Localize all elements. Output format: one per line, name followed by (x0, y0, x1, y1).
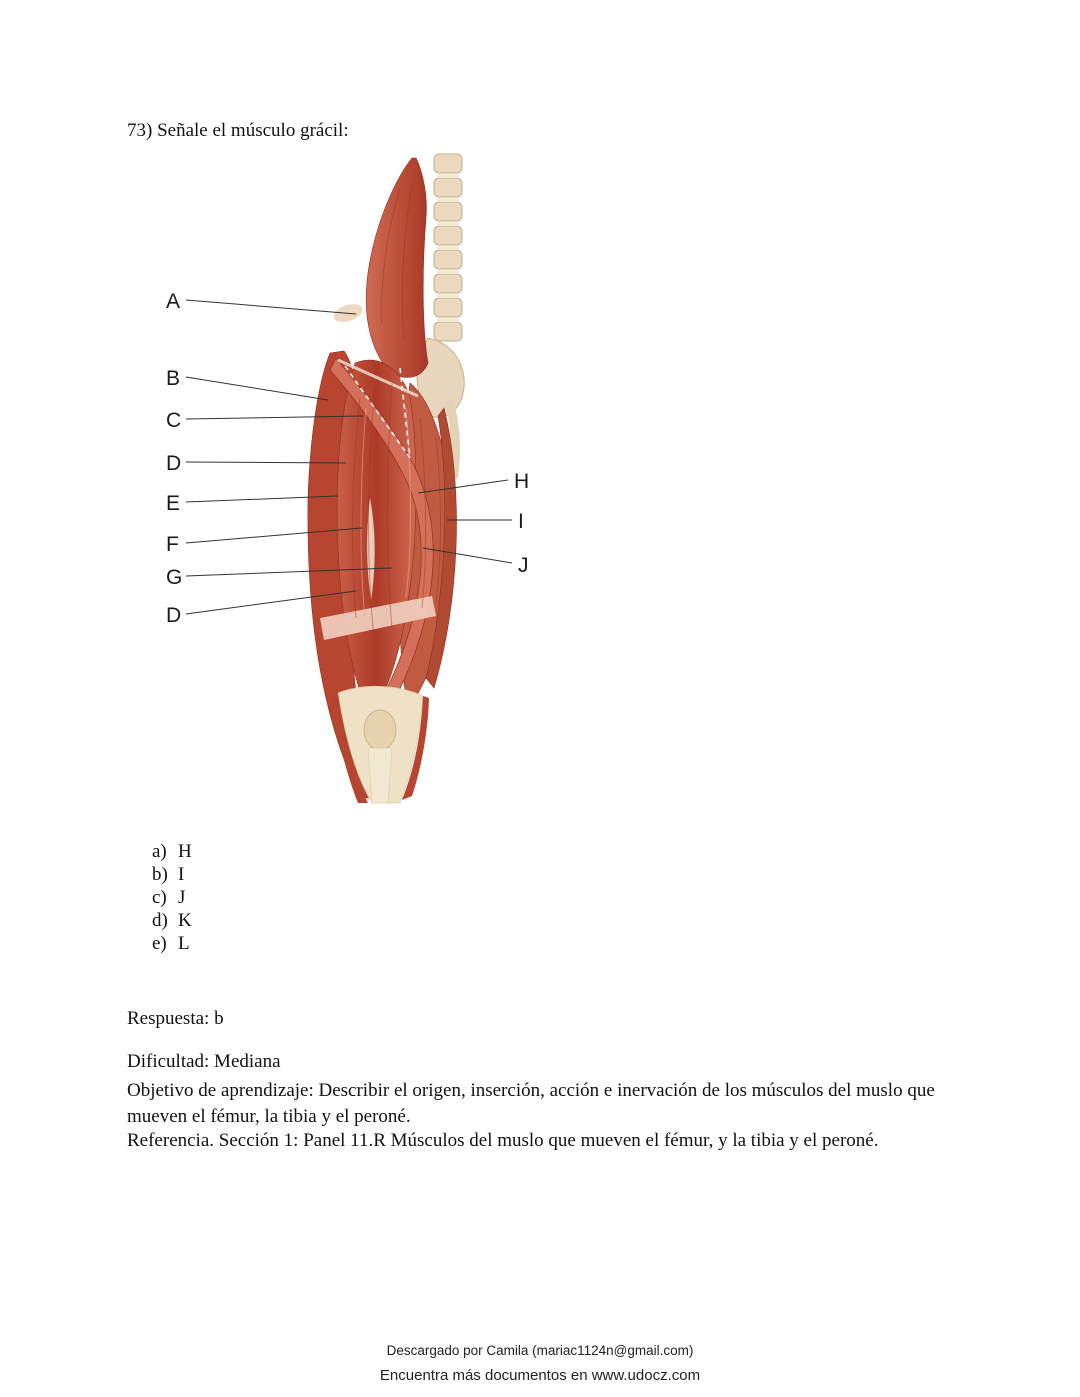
objective-text: Objetivo de aprendizaje: Describir el origen, inserción, acción e inervación de los músculos del muslo que mueven el fémur, la tibia y el peroné. (127, 1080, 935, 1127)
figure-label-d: D (166, 452, 182, 475)
reference-text: Referencia. Sección 1: Panel 11.R Músculos del muslo que mueven el fémur, y la tibia y el peroné. (127, 1130, 879, 1151)
figure-label-f: F (166, 533, 179, 556)
footer-downloaded-by: Descargado por Camila (mariac1124n@gmail.com) (386, 1343, 694, 1358)
answer-line: Respuesta: b (127, 1008, 224, 1029)
option-b-value: I (178, 864, 185, 885)
option-c (152, 886, 192, 909)
option-d (152, 909, 192, 932)
difficulty-line: Dificultad: Mediana (127, 1051, 281, 1072)
patellar-tendon (368, 748, 392, 803)
figure-label-g: G (166, 566, 183, 589)
option-b-letter: b) (152, 864, 168, 885)
footer-find-more: Encuentra más documentos en www.udocz.com (379, 1367, 701, 1384)
knee-region (332, 686, 429, 803)
option-a-letter: a) (152, 841, 167, 862)
option-d-value: K (178, 910, 192, 931)
figure-label-j: J (518, 554, 529, 577)
option-e-value: L (178, 933, 190, 954)
figure-label-i: I (518, 510, 524, 533)
option-d-letter: d) (152, 910, 168, 931)
patella (364, 710, 396, 750)
answer-options (152, 840, 192, 955)
figure-label-a: A (166, 290, 181, 313)
figure-label-b: B (166, 367, 181, 390)
figure-label-d2: D (166, 604, 182, 627)
figure-label-c: C (166, 409, 182, 432)
option-b (152, 863, 192, 886)
figure-label-h: H (514, 470, 530, 493)
anatomy-figure-svg (160, 148, 560, 808)
option-c-value: J (178, 887, 186, 908)
anatomy-figure (160, 148, 560, 808)
hip-muscles (331, 158, 428, 377)
option-a (152, 840, 192, 863)
option-e (152, 932, 192, 955)
option-a-value: H (178, 841, 192, 862)
question-text: 73) Señale el músculo grácil: (127, 120, 349, 141)
figure-label-e: E (166, 492, 181, 515)
option-e-letter: e) (152, 933, 167, 954)
option-c-letter: c) (152, 887, 167, 908)
